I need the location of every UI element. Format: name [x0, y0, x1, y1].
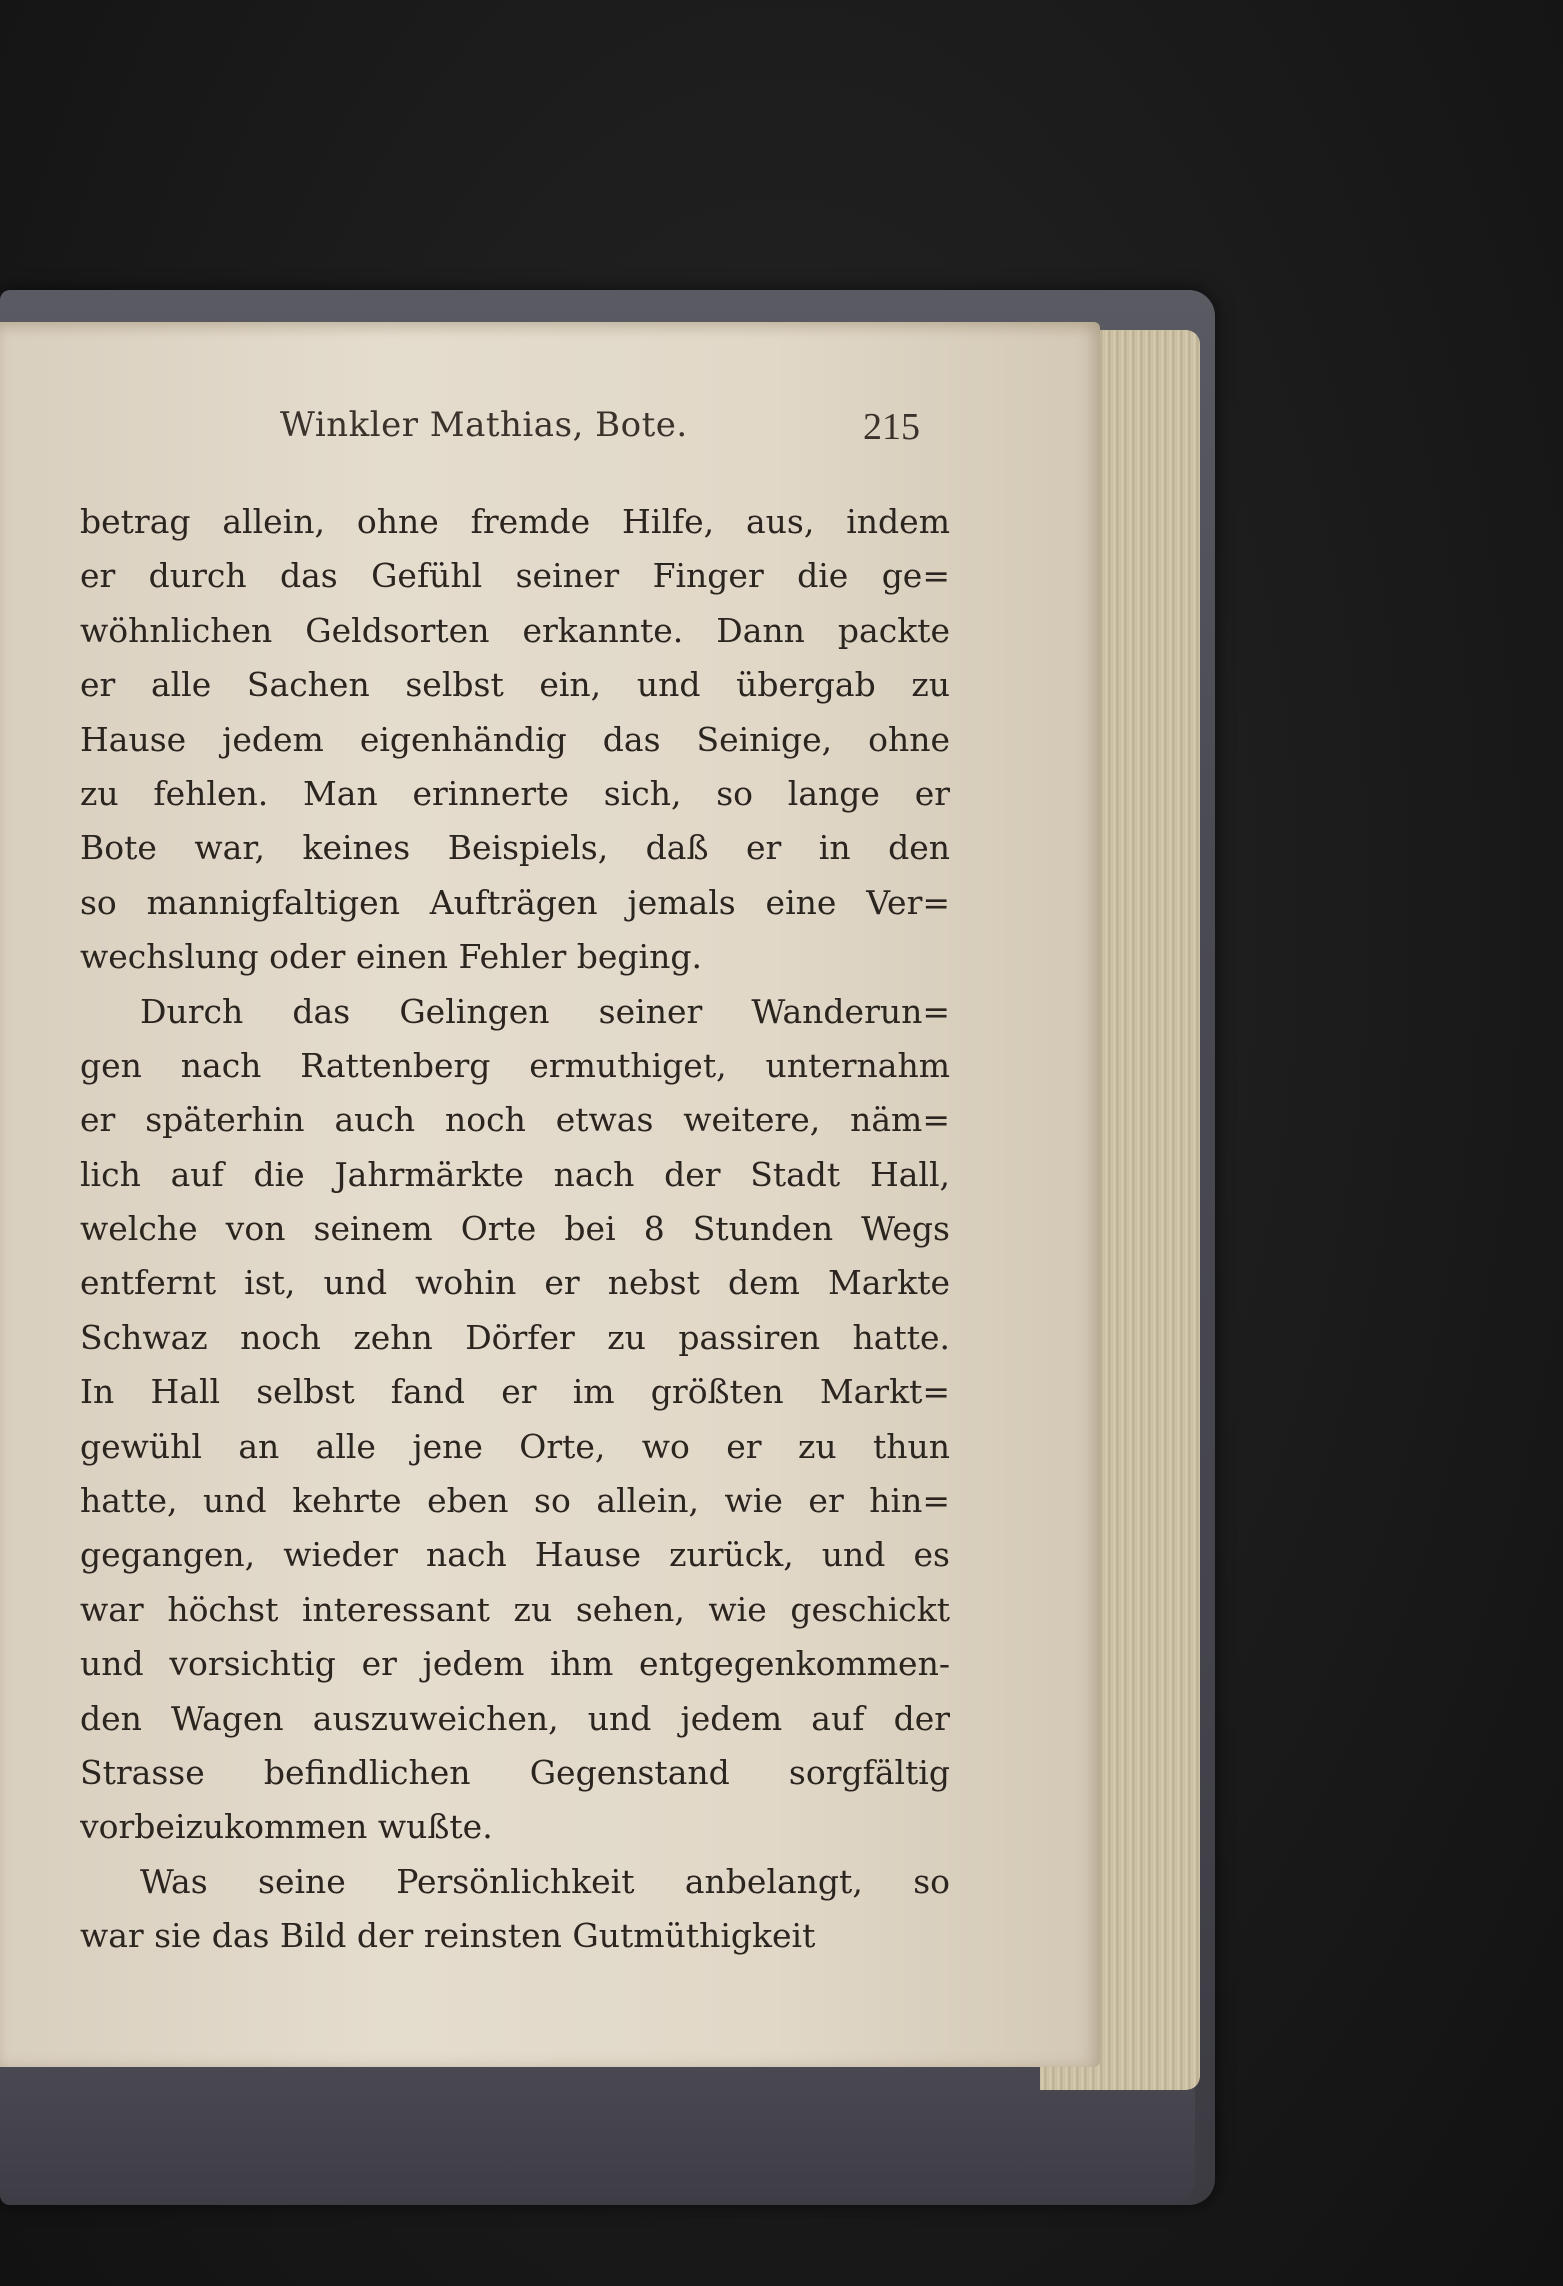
text-line: betrag allein, ohne fremde Hilfe, aus, indem	[80, 502, 950, 541]
text-line: er späterhin auch noch etwas weitere, näm=	[80, 1100, 950, 1140]
text-line: er durch das Gefühl seiner Finger die ge=	[80, 556, 950, 596]
text-line: gewühl an alle jene Orte, wo er zu thun	[80, 1426, 950, 1466]
text-line: Durch das Gelingen seiner Wanderun=	[140, 991, 950, 1031]
text-line: so mannigfaltigen Aufträgen jemals eine Ver=	[80, 882, 950, 922]
text-line: entfernt ist, und wohin er nebst dem Markte	[80, 1263, 950, 1303]
page-header	[280, 405, 920, 465]
body-text	[80, 495, 950, 1964]
running-head: Winkler Mathias, Bote.	[280, 405, 688, 445]
text-line: gegangen, wieder nach Hause zurück, und es	[80, 1535, 950, 1575]
text-line: gen nach Rattenberg ermuthiget, unternahm	[80, 1045, 950, 1085]
text-line: lich auf die Jahrmärkte nach der Stadt Hall,	[80, 1154, 950, 1194]
text-line: Schwaz noch zehn Dörfer zu passiren hatte.	[80, 1317, 950, 1357]
text-line: Was seine Persönlichkeit anbelangt, so	[140, 1861, 950, 1901]
text-line: vorbeizukommen wußte.	[80, 1807, 493, 1847]
page-number: 215	[863, 406, 920, 448]
text-line: er alle Sachen selbst ein, und übergab zu	[80, 665, 950, 705]
text-line: zu fehlen. Man erinnerte sich, so lange er	[80, 773, 950, 813]
text-line: Hause jedem eigenhändig das Seinige, ohne	[80, 719, 950, 759]
text-line: war höchst interessant zu sehen, wie geschickt	[80, 1589, 950, 1629]
text-line: wöhnlichen Geldsorten erkannte. Dann packte	[80, 610, 950, 650]
text-line: Strasse befindlichen Gegenstand sorgfältig	[80, 1752, 950, 1792]
text-line: den Wagen auszuweichen, und jedem auf der	[80, 1698, 950, 1738]
text-line: und vorsichtig er jedem ihm entgegenkommen-	[80, 1644, 950, 1684]
text-line: In Hall selbst fand er im größten Markt=	[80, 1372, 950, 1412]
text-line: hatte, und kehrte eben so allein, wie er hin=	[80, 1481, 950, 1521]
text-line: war sie das Bild der reinsten Gutmüthigkeit	[80, 1916, 816, 1956]
text-line: wechslung oder einen Fehler beging.	[80, 937, 702, 977]
text-line: welche von seinem Orte bei 8 Stunden Wegs	[80, 1209, 950, 1249]
text-line: Bote war, keines Beispiels, daß er in den	[80, 828, 950, 868]
